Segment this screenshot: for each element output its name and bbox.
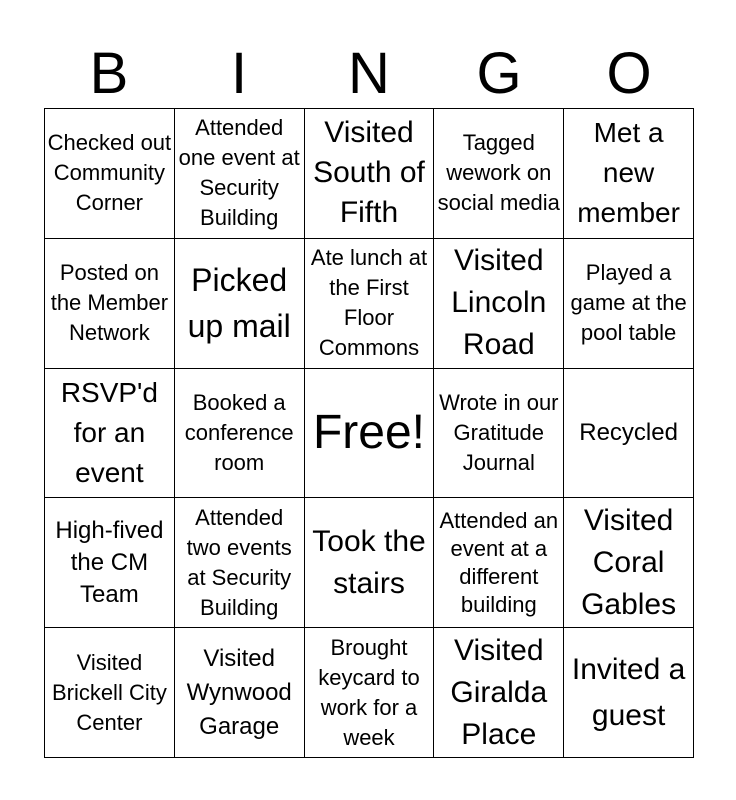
header-letter-n: N [348, 41, 390, 106]
bingo-cell free-space[interactable] [305, 369, 435, 499]
cell-text: Visited Giralda Place [450, 633, 548, 751]
bingo-cell[interactable] [175, 498, 305, 628]
bingo-cell[interactable] [305, 239, 435, 369]
bingo-cell[interactable] [45, 369, 175, 499]
bingo-cell[interactable] [564, 239, 694, 369]
cell-text: Visited Coral Gables [581, 503, 677, 621]
bingo-cell[interactable] [564, 109, 694, 239]
bingo-cell[interactable] [434, 369, 564, 499]
cell-text: Booked a conference room [184, 389, 294, 475]
header-letter-o: O [606, 41, 652, 106]
cell-text: Tagged wework on social media [437, 130, 560, 216]
bingo-cell[interactable] [45, 109, 175, 239]
bingo-cell[interactable] [564, 498, 694, 628]
cell-text: Wrote in our Gratitude Journal [439, 389, 559, 475]
bingo-cell[interactable] [434, 628, 564, 758]
cell-text: Visited South of Fifth [313, 116, 425, 230]
cell-text: Visited Lincoln Road [451, 244, 547, 362]
bingo-cell[interactable] [45, 498, 175, 628]
cell-text: RSVP'd for an event [60, 376, 158, 488]
bingo-cell[interactable] [305, 498, 435, 628]
cell-text: Took the stairs [312, 524, 426, 600]
bingo-cell[interactable] [175, 239, 305, 369]
cell-text: Played a game at the pool table [570, 260, 687, 346]
bingo-cell[interactable] [175, 628, 305, 758]
bingo-board [44, 108, 694, 758]
free-space-text: Free! [312, 405, 425, 459]
cell-text: Checked out Community Corner [47, 130, 172, 216]
bingo-cell[interactable] [434, 109, 564, 239]
cell-text: Visited Brickell City Center [51, 649, 167, 735]
bingo-cell[interactable] [305, 628, 435, 758]
cell-text: Ate lunch at the First Floor Commons [310, 245, 428, 361]
header-letter-g: G [476, 41, 522, 106]
bingo-cell[interactable] [434, 239, 564, 369]
cell-text: Attended two events at Security Building [186, 504, 292, 620]
bingo-cell[interactable] [564, 369, 694, 499]
bingo-cell[interactable] [45, 239, 175, 369]
bingo-cell[interactable] [564, 628, 694, 758]
cell-text: Recycled [579, 418, 678, 446]
bingo-cell[interactable] [175, 109, 305, 239]
cell-text: High-fived the CM Team [55, 516, 164, 608]
bingo-cell[interactable] [305, 109, 435, 239]
cell-text: Attended one event at Security Building [178, 115, 300, 231]
cell-text: Met a new member [577, 117, 680, 229]
cell-text: Invited a guest [571, 652, 686, 732]
bingo-cell[interactable] [434, 498, 564, 628]
bingo-cell[interactable] [45, 628, 175, 758]
cell-text: Attended an event at a different building [439, 507, 559, 617]
cell-text: Picked up mail [187, 262, 291, 345]
bingo-cell[interactable] [175, 369, 305, 499]
cell-text: Visited Wynwood Garage [186, 644, 292, 740]
cell-text: Posted on the Member Network [50, 260, 169, 346]
header-letter-i: I [230, 41, 248, 106]
bingo-header [44, 40, 694, 108]
cell-text: Brought keycard to work for a week [318, 634, 420, 750]
header-letter-b: B [89, 41, 129, 106]
